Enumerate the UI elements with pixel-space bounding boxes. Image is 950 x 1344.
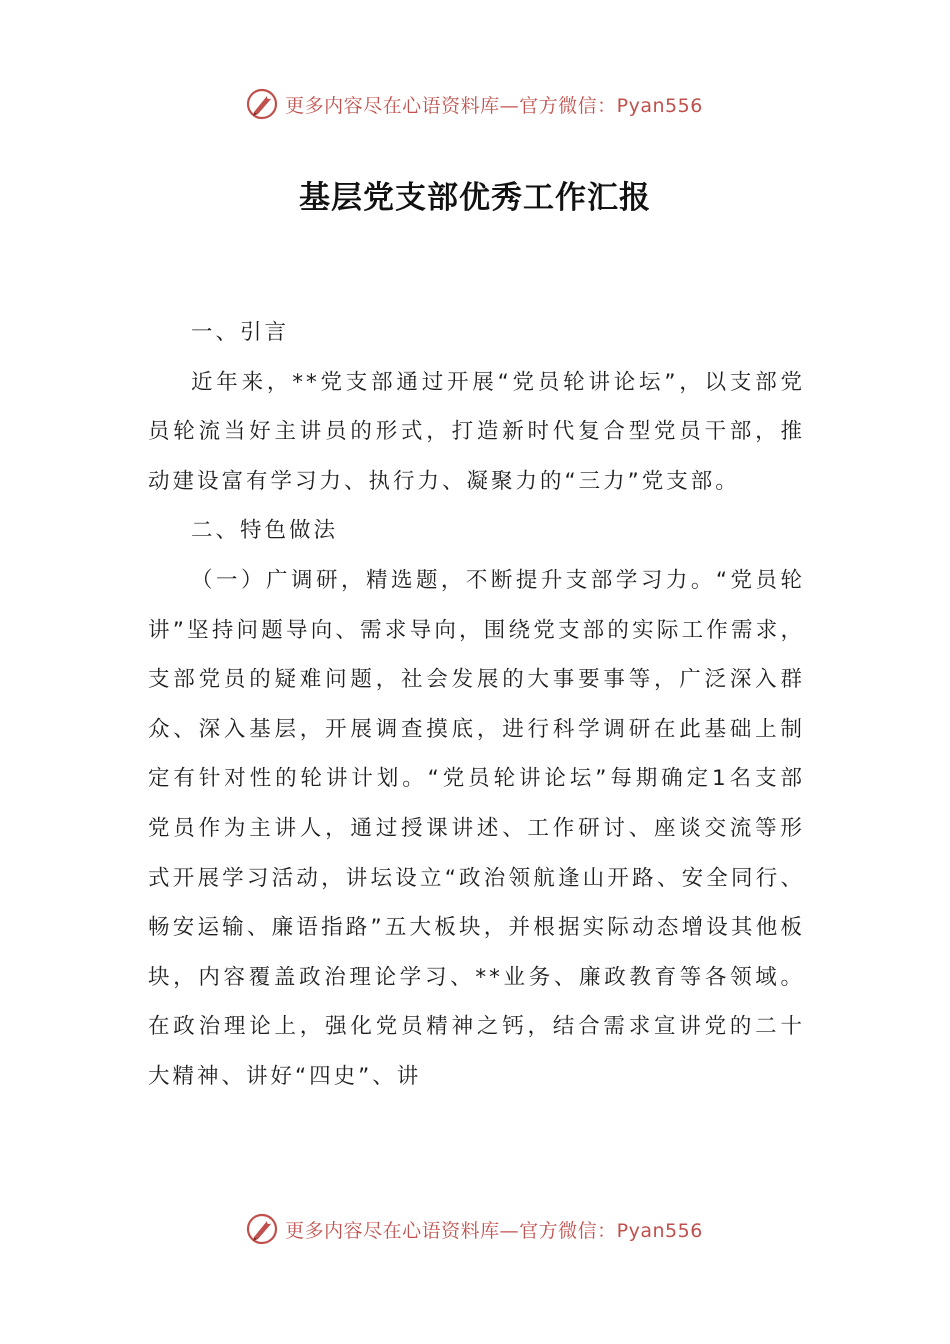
document-body <box>148 308 805 1102</box>
paragraph-intro: 近年来，**党支部通过开展“党员轮讲论坛”，以支部党员轮流当好主讲员的形式，打造新时代复合型党员干部，推动建设富有学习力、执行力、凝聚力的“三力”党支部。 <box>148 369 805 494</box>
watermark-footer <box>0 1209 950 1249</box>
document-title: 基层党支部优秀工作汇报 <box>299 180 651 216</box>
pen-logo-icon <box>245 87 279 121</box>
section-heading-practices: 二、特色做法 <box>191 518 339 544</box>
paragraph-practice-one: （一）广调研，精选题，不断提升支部学习力。“党员轮讲”坚持问题导向、需求导向，围绕党支部的实际工作需求，支部党员的疑难问题，社会发展的大事要事等，广泛深入群众、深入基层，开展调查摸底，进行科学调研在此基础上制定有针对性的轮讲计划。“党员轮讲论坛”每期确定1名支部党员作为主讲人，通过授课讲述、工作研讨、座谈交流等形式开展学习活动，讲坛设立“政治领航逢山开路、安全同行、畅安运输、廉语指路”五大板块，并根据实际动态增设其他板块，内容覆盖政治理论学习、**业务、廉政教育等各领域。在政治理论上，强化党员精神之钙，结合需求宣讲党的二十大精神、讲好“四史”、讲 <box>148 567 805 1089</box>
pen-logo-icon <box>245 1212 279 1246</box>
section-heading-intro: 一、引言 <box>191 320 290 345</box>
watermark-text: 更多内容尽在心语资料库—官方微信：Pyan556 <box>285 1219 703 1242</box>
watermark-header <box>0 84 950 124</box>
watermark-text: 更多内容尽在心语资料库—官方微信：Pyan556 <box>285 94 703 117</box>
